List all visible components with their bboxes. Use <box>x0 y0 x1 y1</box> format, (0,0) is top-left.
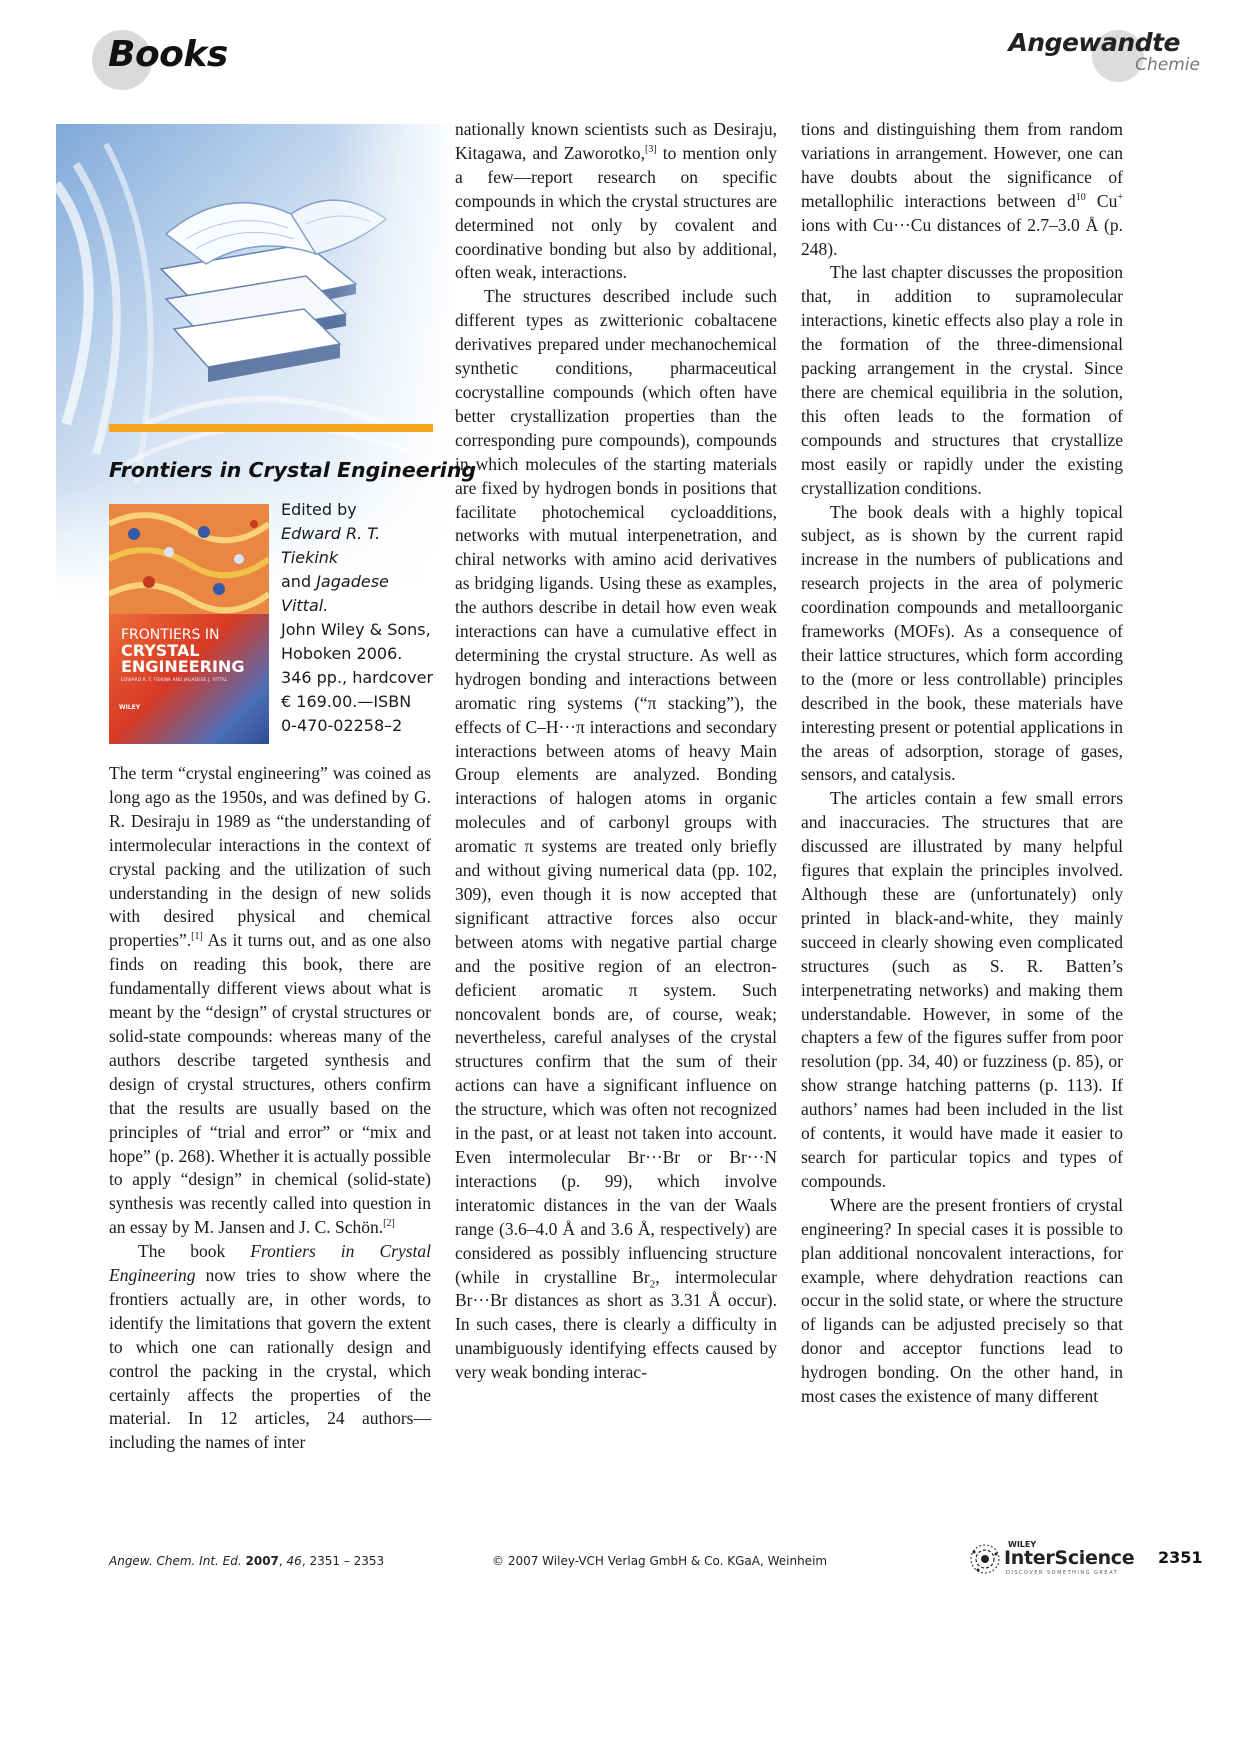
isbn: 0-470-02258–2 <box>281 716 403 735</box>
paragraph: The articles contain a few small errors and inaccuracies. The structures that are discussed are illustrated by many helpful figures that explain the principles involved. Although these are (unfortunately) only printed in black-and-white, they mainly succeed in clearly showing even complicated structures (such as S. R. Batten’s interpenetrating networks) and making them understandable. However, in some of the chapters a few of the figures suffer from poor resolution (pp. 34, 40) or fuzziness (p. 85), or show strange hatching patterns (p. 113). If authors’ names had been included in the list of contents, it would have made it easier to search for particular topics and types of compounds. <box>801 788 1123 1191</box>
reference-3: [3] <box>645 144 657 156</box>
text-column-2 <box>455 118 777 1385</box>
reference-1: [1] <box>191 931 203 943</box>
paragraph: Where are the present frontiers of crystal engineering? In special cases it is possible to plan additional noncovalent interactions, for example, where dehydration reactions can occur in the solid state, or where the structure of ligands can be adjusted precisely so that donor and acceptor functions lead to hydrogen bonding. On the other hand, in most cases the existence of many different <box>801 1194 1123 1407</box>
cover-editors: EDWARD R. T. TIEKINK AND JAGADESE J. VITTAL <box>121 678 228 684</box>
paragraph: nationally known scientists such as Desiraju, Kitagawa, and Zaworotko,[3] to mention only a few—report research on specific compounds in which the crystal structures are determined not only by covalent and coordinative bonding but also by additional, often weak, interactions. <box>455 119 777 283</box>
cover-crystal-graphic <box>109 504 269 614</box>
interscience-globe-icon <box>968 1542 1002 1576</box>
place-year: Hoboken 2006. <box>281 644 403 663</box>
publisher: John Wiley & Sons, <box>281 620 431 639</box>
book-title-inline: Frontiers in Crystal Engineering <box>109 1241 431 1286</box>
price: € 169.00.—ISBN <box>281 692 412 711</box>
footer-copyright: © 2007 Wiley-VCH Verlag GmbH & Co. KGaA, Weinheim <box>492 1554 828 1568</box>
paragraph: The last chapter discusses the proposition that, in addition to supramolecular interactions, kinetic effects also play a role in the formation of the three-dimensional packing arrangement in the crystal. Since there are chemical equilibria in the solution, this often leads to the formation of compounds and structures that crystallize most easily or rapidly under the existing crystallization conditions. <box>801 262 1123 498</box>
paragraph: The book deals with a highly topical subject, as is shown by the current rapid increase in the numbers of publications and research projects in the area of polymeric coordination compounds and metalloorganic frameworks (MOFs). As a consequence of their lattice structures, which form according to the (more or less controllable) principles described in the book, these materials have interesting present or potential applications in the areas of adsorption, storage of gases, sensors, and catalysis. <box>801 501 1123 785</box>
cover-title-block <box>121 628 244 684</box>
book-title: Frontiers in Crystal Engineering <box>109 458 477 482</box>
cover-title-line3: ENGINEERING <box>121 657 245 677</box>
text-column-3 <box>801 118 1123 1409</box>
cover-publisher-logo: WILEY <box>119 704 141 711</box>
editor-1: Edward R. T. Tiekink <box>281 524 381 567</box>
book-cover <box>109 504 269 744</box>
book-bibliographic-info <box>281 498 441 738</box>
interscience-wiley: WILEY <box>1008 1540 1037 1549</box>
interscience-logo <box>968 1538 1135 1580</box>
section-title: Books <box>108 34 228 75</box>
cover-title-line1: FRONTIERS IN <box>121 627 220 643</box>
and-text: and <box>281 572 312 591</box>
orange-divider <box>109 424 433 432</box>
reference-2: [2] <box>383 1218 395 1230</box>
journal-subtitle: Chemie <box>1135 55 1200 75</box>
footer-citation: Angew. Chem. Int. Ed. 2007, 46, 2351 – 2353 <box>109 1554 385 1568</box>
paragraph: The term “crystal engineering” was coined as long ago as the 1950s, and was defined by G. R. Desiraju in 1989 as “the understanding of intermolecular interactions in the context of crystal packing and the utilization of such understanding in the design of new solids with desired physical and chemical properties”.[1] As it turns out, and as one also finds on reading this book, there are fundamentally different views about what is meant by the “design” of crystal structures or solid-state compounds: whereas many of the authors describe targeted synthesis and design of crystal structures, others confirm that the results are usually based on the principles of “trial and error” or “mix and hope” (p. 268). Whether it is actually possible to apply “design” in chemical (solid-state) synthesis was recently called into question in an essay by M. Jansen and J. C. Schön.[2] <box>109 763 431 1238</box>
cover-title-line2: CRYSTAL <box>121 640 200 660</box>
page-number: 2351 <box>1158 1548 1203 1567</box>
journal-name: Angewandte <box>1008 28 1180 57</box>
editor-2: Jagadese Vittal. <box>281 572 389 615</box>
page-count: 346 pp., hardcover <box>281 668 434 687</box>
interscience-tagline: DISCOVER SOMETHING GREAT <box>1006 1570 1119 1576</box>
paragraph: tions and distinguishing them from random variations in arrangement. However, one can have doubts about the significance of metallophilic interactions between $d^{10}$ Cu+ ions with Cu···Cu distances of 2.7–3.0 Å (p. 248). <box>801 119 1123 259</box>
paragraph: The book Frontiers in Crystal Engineering now tries to show where the frontiers actually are, in other words, to identify the limitations that govern the extent to which one can rationally design and control the packing in the crystal, which certainly affects the properties of the material. In 12 articles, 24 authors—including the names of inter <box>109 1241 431 1453</box>
text-column-1 <box>109 762 431 1455</box>
interscience-name: InterScience <box>1004 1547 1135 1569</box>
paragraph: The structures described include such different types as zwitterionic cobaltacene derivatives prepared under mechanochemical synthetic conditions, pharmaceutical cocrystalline compounds (which often have better crystallization properties than the corresponding pure compounds), compounds in which molecules of the starting materials are fixed by hydrogen bonds in positions that facilitate photochemical cycloadditions, networks with mutual interpenetration, and chiral networks with amino acid derivatives as bridging ligands. Using these as examples, the authors describe in detail how even weak interactions can have a cumulative effect in determining the crystal structure. As well as hydrogen bonding and interactions between aromatic ring systems (“π stacking”), the effects of C–H···π interactions and secondary interactions between atoms of heavy Main Group elements are analyzed. Bonding interactions of halogen atoms in organic molecules and of carbonyl groups with aromatic π systems are treated only briefly and without giving numerical data (pp. 102, 309), even though it is now accepted that significant attractive forces also occur between atoms with negative partial charge and the positive region of an electron-deficient aromatic π system. Such noncovalent bonds are, of course, weak; nevertheless, careful analyses of the crystal structures confirm that the sum of their actions can have a significant influence on the structure, which was often not recognized in the past, or at least not taken into account. Even intermolecular Br···Br or Br···N interactions (p. 99), which involve interatomic distances in the van der Waals range (3.6–4.0 Å and 3.6 Å, respectively) are considered as possibly influencing structure (while in crystalline $Br_2$, intermolecular Br···Br distances as short as 3.31 Å occur). In such cases, there is clearly a difficulty in unambiguously identifying effects caused by very weak bonding interac- <box>455 286 777 1383</box>
edited-by-label: Edited by <box>281 500 357 519</box>
